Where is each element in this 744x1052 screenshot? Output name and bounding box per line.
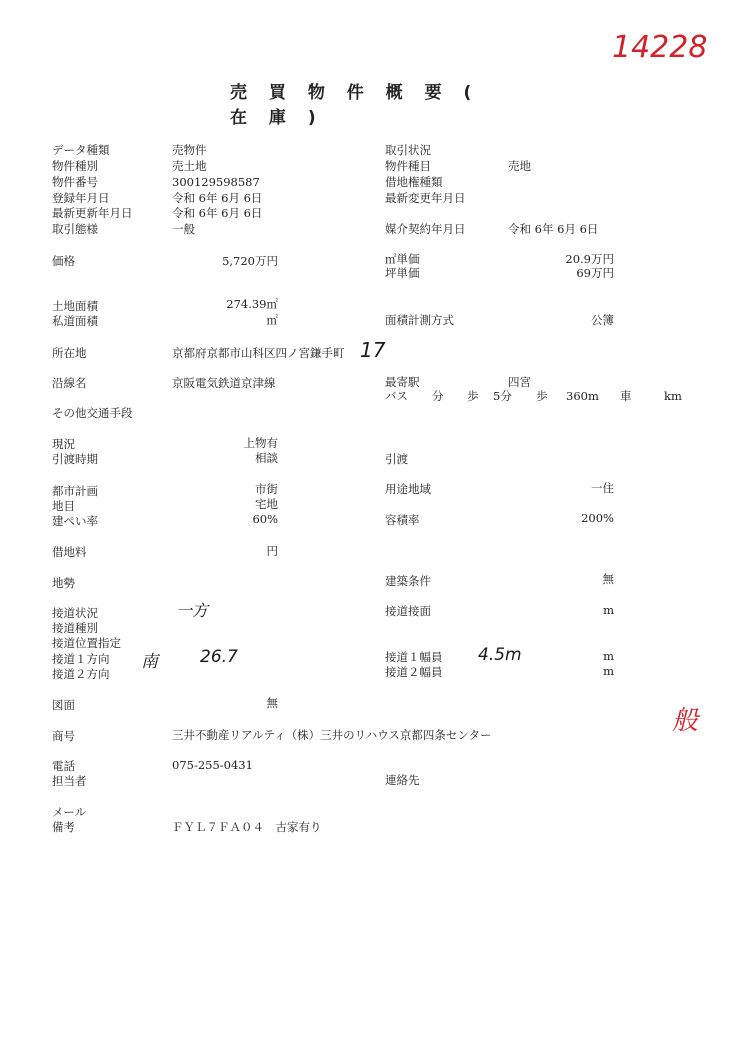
value-agency-date: 令和 6年 6月 6日 [508,222,599,236]
value-land-area: 274.39㎡ [226,297,278,311]
label-terrain: 地勢 [52,576,75,590]
value-walk-min: 5分 [493,389,512,403]
label-bus: バス [385,389,408,403]
value-handover-time: 相談 [255,451,278,465]
label-land-category: 地目 [52,499,75,513]
label-tsubo-price: 坪単価 [385,266,420,280]
value-location: 京都府京都市山科区四ノ宮鎌手町 [172,346,345,360]
value-remarks: ＦＹＬ７ＦＡ０４ 古家有り [172,820,322,834]
value-road-frontage: m [603,603,614,617]
label-road2-width: 接道２幅員 [385,665,443,679]
label-road-type: 接道種別 [52,621,98,635]
value-prop-item: 売地 [508,159,531,173]
value-phone: 075-255-0431 [172,758,253,772]
label-prop-kind: 物件種別 [52,159,98,173]
value-tsubo-price: 69万円 [576,266,614,280]
label-bus-min: 分 [432,389,444,403]
value-building-cond: 無 [602,572,614,586]
label-deal-status: 取引状況 [385,143,431,157]
handwritten-road1-length: 26.7 [200,647,238,667]
value-nearest-station: 四宮 [508,375,531,389]
value-area-method: 公簿 [591,313,614,327]
label-nearest-station: 最寄駅 [385,375,420,389]
value-reg-date: 令和 6年 6月 6日 [172,191,263,205]
label-person: 担当者 [52,774,87,788]
label-area-method: 面積計測方式 [385,313,454,327]
label-agency-date: 媒介契約年月日 [385,222,466,236]
label-line: 沿線名 [52,376,87,390]
label-lease-fee: 借地料 [52,545,87,559]
label-land-area: 土地面積 [52,299,98,313]
value-line: 京阪電気鉄道京津線 [172,376,276,390]
value-land-category: 宅地 [255,497,278,511]
handwritten-number: 14228 [612,30,708,65]
label-prop-no: 物件番号 [52,175,98,189]
value-sqm-price: 20.9万円 [565,252,614,266]
label-far: 容積率 [385,513,420,527]
label-road2-dir: 接道２方向 [52,667,110,681]
value-price: 5,720万円 [222,254,278,268]
page-title: 売 買 物 件 概 要 ( 在 庫 ) [230,83,480,128]
value-far: 200% [581,511,614,525]
label-status: 現況 [52,437,75,451]
value-deal-type: 一般 [172,222,195,236]
label-handover: 引渡 [385,452,408,466]
label-change-date: 最新変更年月日 [385,191,466,205]
value-status: 上物有 [243,436,278,450]
label-price: 価格 [52,254,75,268]
label-reg-date: 登録年月日 [52,191,110,205]
value-trade-name: 三井不動産リアルティ（株）三井のリハウス京都四条センター [172,728,492,742]
label-building-cond: 建築条件 [385,574,431,588]
label-contact: 連絡先 [385,773,420,787]
label-sqm-price: ㎡単価 [385,252,420,266]
label-remarks: 備考 [52,820,75,834]
value-use-zone: 一住 [591,481,614,495]
value-road2-width: m [603,664,614,678]
label-road-position: 接道位置指定 [52,636,121,650]
label-walk: 歩 [536,389,548,403]
label-handover-time: 引渡時期 [52,452,98,466]
handwritten-road-note: 一方 [176,601,209,620]
label-city-plan: 都市計画 [52,484,98,498]
label-mail: メール [52,805,87,819]
label-drawing: 図面 [52,698,75,712]
label-use-zone: 用途地域 [385,482,431,496]
label-road1-dir: 接道１方向 [52,652,110,666]
label-prop-item: 物件種目 [385,159,431,173]
value-city-plan: 市街 [255,482,278,496]
label-deal-type: 取引態様 [52,222,98,236]
label-car: 車 [620,389,632,403]
value-upd-date: 令和 6年 6月 6日 [172,206,263,220]
value-coverage: 60% [252,512,278,526]
handwritten-margin-mark: 般 [672,706,699,736]
value-road1-width: m [603,649,614,663]
label-road-frontage: 接道接面 [385,604,431,618]
handwritten-address-suffix: 17 [360,338,386,362]
label-upd-date: 最新更新年月日 [52,206,133,220]
value-prop-kind: 売土地 [172,159,207,173]
value-drawing: 無 [266,696,278,710]
value-private-road-area: ㎡ [266,313,278,327]
label-km: km [664,389,682,403]
label-bus-walk: 歩 [467,389,479,403]
label-trade-name: 商号 [52,729,75,743]
value-walk-m: 360m [566,389,599,403]
label-phone: 電話 [52,759,75,773]
value-data-kind: 売物件 [172,143,207,157]
label-data-kind: データ種類 [52,143,110,157]
value-prop-no: 300129598587 [172,175,260,189]
handwritten-road1-dir: 南 [141,652,158,672]
label-road1-width: 接道１幅員 [385,650,443,664]
label-road-status: 接道状況 [52,606,98,620]
label-private-road-area: 私道面積 [52,314,98,328]
value-lease-fee: 円 [266,544,278,558]
label-coverage: 建ぺい率 [52,514,98,528]
label-other-transport: その他交通手段 [52,406,133,420]
label-location: 所在地 [52,346,87,360]
label-lease-kind: 借地権種類 [385,175,443,189]
handwritten-road1-width: 4.5m [478,645,522,665]
